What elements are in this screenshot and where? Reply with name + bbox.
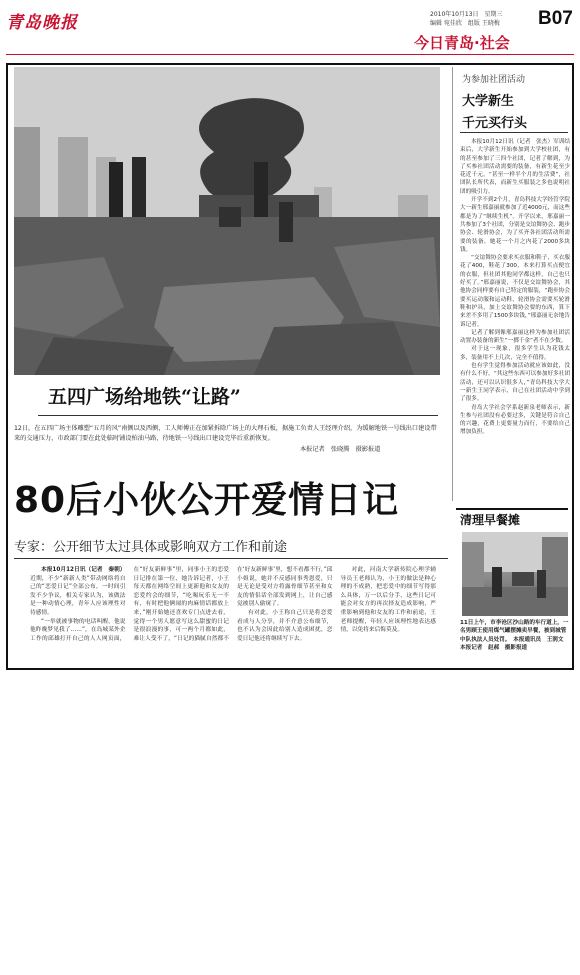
side-story-rule bbox=[460, 132, 568, 133]
main-headline: 80后小伙公开爱情日记 bbox=[14, 480, 400, 521]
side-photo-caption: 11日上午，市李沧区沙山路的车行道上，一名男顾王使用煤气罐摆摊卖早餐，被到城管中队执法人员处罚。 本报通讯员 王润文 本报记者 赵郝 摄影报道 bbox=[460, 620, 570, 652]
side-story-kicker: 为参加社团活动 bbox=[462, 75, 526, 85]
caption-rule bbox=[38, 415, 438, 416]
side-story-paragraph: 对于这一现象，很多学生认为花钱太多，装备用不上几次，完全不值得。 bbox=[460, 346, 570, 361]
header-rule bbox=[6, 54, 574, 55]
main-story-paragraph: 有对此，小王称自己只是将恋爱看成与人分享，并不介意公布细节，也不认为会因此给别人造成困扰，恋爱日记他还将继续写下去。 bbox=[237, 609, 333, 642]
editor-credits: 编辑 宛佳欣 组版 王晓梅 bbox=[430, 20, 500, 27]
page-number: B07 bbox=[538, 8, 573, 29]
main-subheadline: 专家：公开细节太过具体或影响双方工作和前途 bbox=[14, 540, 288, 555]
issue-date: 2010年10月13日 星期三 bbox=[430, 11, 503, 18]
side-story-headline-1: 大学新生 bbox=[462, 94, 515, 109]
column-divider bbox=[452, 67, 453, 501]
side-photo bbox=[462, 532, 568, 616]
main-story-paragraph bbox=[30, 566, 126, 618]
main-story-paragraph: “一举就被事物的电话叫醒，他说他昨晚梦见我了……”，在岛城某外企工作的邱雄打开自己的人人网页面，在“好友新鲜事”里，同事小王的恋爱日记排在第一位，她告诉记者，小王每天都在网络空间上更新他和女友的恋爱约会的细节，“吃喝玩乐无一不有，有时把他俩闹的肉麻情话都放上来，”刚开始她还喜欢专门点进去看，觉得一个男人愿意写这么甜蜜的日记是很浪漫的事，可一两个月都如此，难让人受不了，“日记的猫腻自然都不在‘好友新鲜事’里，想不看都不行，”邱小姐说，她并不反感同事秀恩爱，只是无论是受对方将露骨细节甚至和女友的情侣话全部发到网上，让自己感觉被别人偷窥了。 bbox=[30, 567, 333, 642]
side-story-paragraph: 本报10月12日讯（记者 张杰）军训结束后，大学新生开始参加到大学校社团，有的甚至参加了三四个社团，记者了解到，为了买参社团活动需要的装备，有新生花至少花近千元，“甚至一样半个月的生活费”，社团队长所代表，而新生买服装之多也说明社团的吸引力。 bbox=[460, 139, 570, 195]
lead-photo-caption: 12日，在五四广场主体雕塑“五月的风”南侧以及西侧，工人师傅正在加紧拆除广场上的大理石板，据施工负责人王经理介绍，为缓解地铁一号线出口建设带来的交通压力，市政部门要在此处临时铺设柏油马路，待地铁一号线出口建设完毕后重新恢复。 bbox=[14, 425, 437, 442]
side-story-headline-2: 千元买行头 bbox=[462, 116, 528, 131]
side-photo-title: 清理早餐摊 bbox=[460, 513, 521, 527]
subhead-rule bbox=[14, 558, 448, 559]
side-story-paragraph: 开学不到2个月，青岛科技大学经管学院大一新生邢嘉丽就参加了近4000元，而这些都是为了“继续生机”。开学以来，邢嘉丽一共参加了3个社团，分别是交谊舞协会、跑步协会、轮滑协会，为了买齐各社团活动所需要的装备，她花一个月之内花了2000多块钱。 bbox=[460, 197, 570, 253]
section-separator: · bbox=[474, 34, 480, 52]
section-subname: 社会 bbox=[479, 34, 510, 52]
side-story-body bbox=[460, 138, 570, 437]
side-story-paragraph: 记者了解到像邢嘉丽这样为参加社团活动置办装备的新生“一掷千金”者不在少数。 bbox=[460, 329, 570, 345]
main-story-dateline: 本报10月12日讯（记者 秦朝） bbox=[41, 567, 126, 573]
side-story-paragraph: 也有学生觉得参加活动就应该如此，没有什么不好。“其这些东西可以参加好多社团活动，还可以认识很多人，”青岛科技大学大一新生王同学表示，自己在社团活动中学到了很多。 bbox=[460, 363, 570, 403]
lead-photo bbox=[14, 67, 440, 375]
main-story-paragraph: 对此，河南大学新传院心理学辅导员王老师认为，小王的做法是种心理的不成熟，把恋爱中的细节写得那么具体，万一以后分手，这些日记可能会对女方的再次择友造成影响，严重影响到他和女友的工作和前途，王老师提醒，年轻人应该理性地表达感情，以免将来后悔莫及。 bbox=[340, 567, 436, 634]
section-name: 今日青岛 bbox=[414, 34, 475, 52]
main-story-lead: 近期，不少“新新人类”带动网络将自己的“恋爱日记”全部公布，一时间引发不少争议，相关专家认为，该做法是一种动情心理，青年人应该理性对待感情。 bbox=[30, 575, 126, 616]
lead-photo-illustration bbox=[14, 67, 440, 375]
side-story-paragraph: “交谊舞协会要求买衣服和鞋子，买衣服花了400，鞋花了300，本来打算买点便宜的衣服，但社团其他同学都这样，自己也只好买了。”邢嘉丽说，不仅是交谊舞协会，其他协会同样要有自己特定的服装，“跑步协会要买运动服和运动鞋，轮滑协会需要买轮滑鞋和护具，加上交谊舞协会要的东西，算下来差不多用了1500多块钱，”邢嘉丽无奈地告诉记者。 bbox=[460, 255, 570, 328]
side-story-paragraph: 青岛大学社会学系赵新泉老师表示，新生参与社团没有必要过多，关键是符合自己的兴趣，花费上更要量力而行，不要给自己增加负担。 bbox=[460, 404, 570, 436]
lead-photo-credit: 本报记者 张晓腾 摄影报道 bbox=[300, 446, 381, 453]
main-story-body bbox=[30, 566, 436, 668]
section-title bbox=[414, 32, 510, 53]
lead-photo-title: 五四广场给地铁“让路” bbox=[48, 386, 241, 408]
newspaper-logo: 青岛晚报 bbox=[6, 13, 78, 33]
side-photo-illustration bbox=[462, 532, 568, 616]
